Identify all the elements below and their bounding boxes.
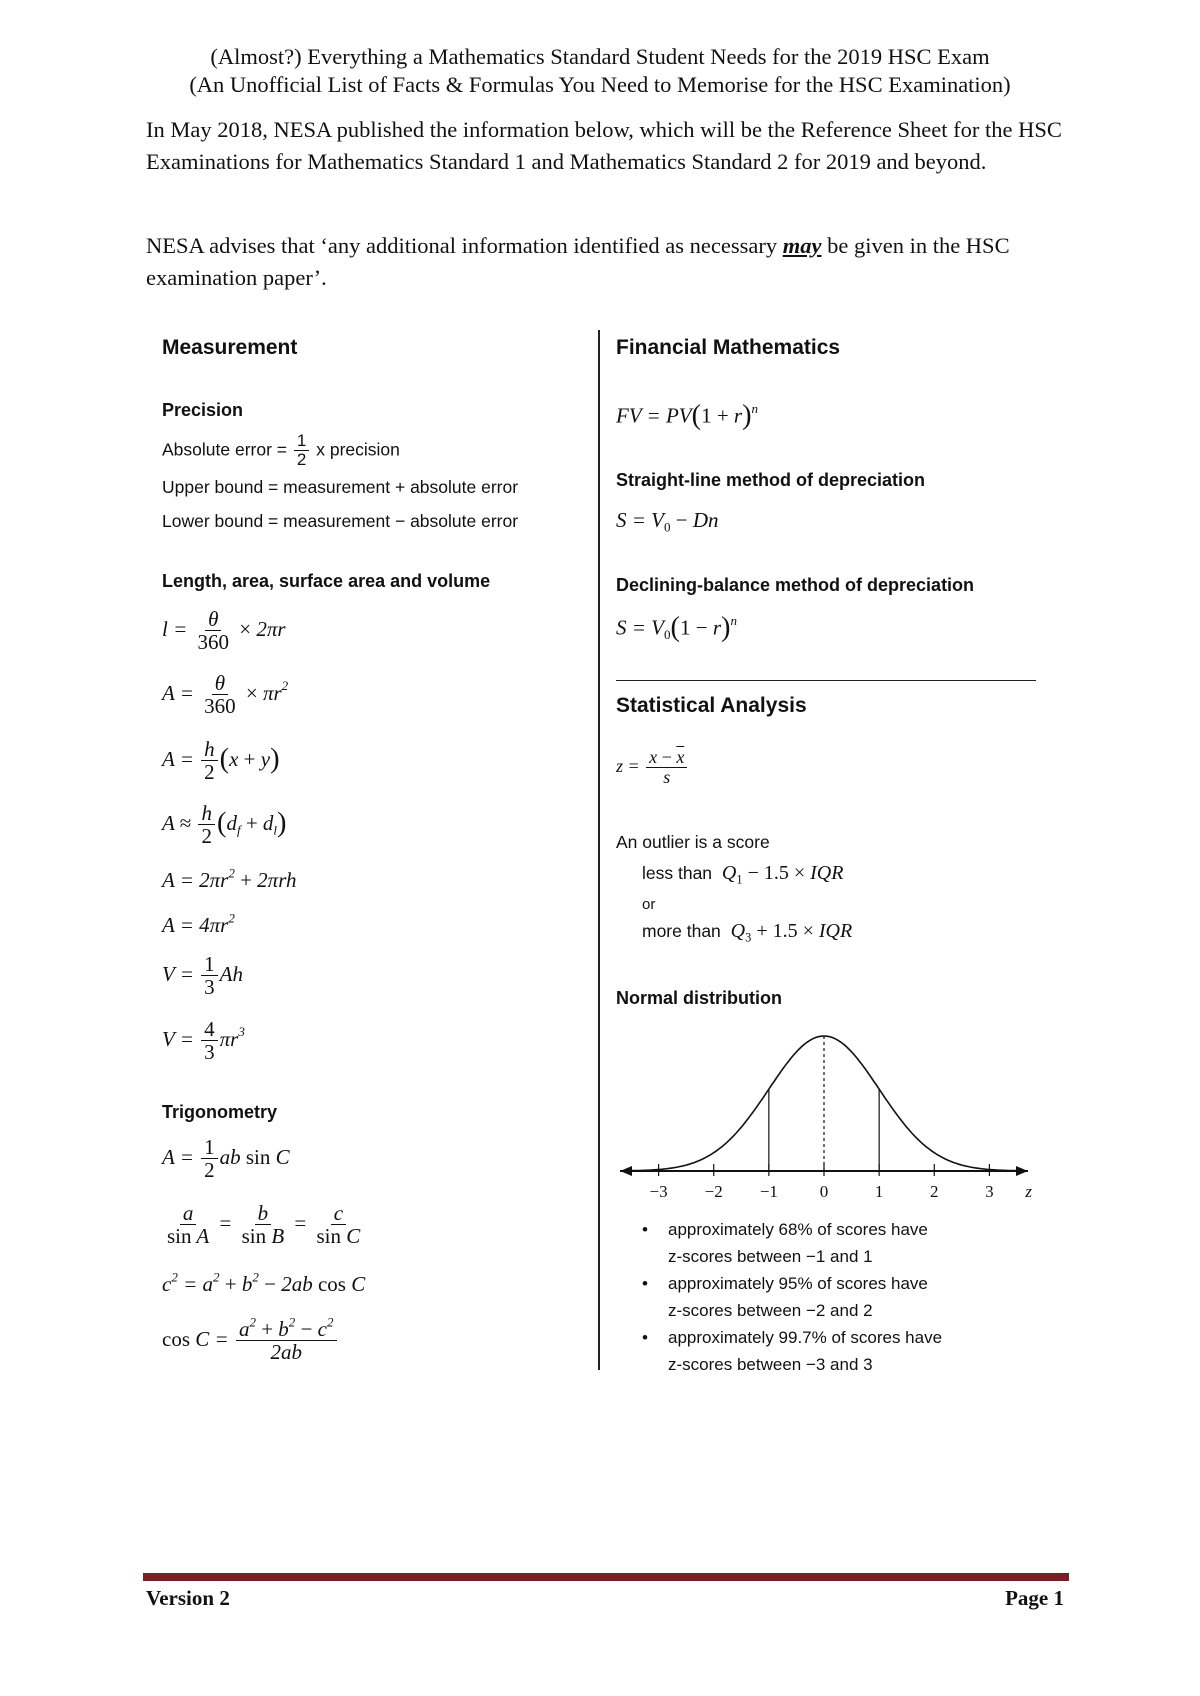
tick-label-2: −1 <box>759 1182 778 1201</box>
tick-label-6: 3 <box>985 1182 994 1201</box>
tick-label-3: 0 <box>819 1182 829 1201</box>
tick-label-1: −2 <box>704 1182 723 1201</box>
declining-balance-formula: $S = V_0(1 - r)^n$ <box>616 612 737 643</box>
advice-paragraph: NESA advises that ‘any additional information identified as necessary may be given in the HSC examination paper’. <box>146 233 1010 290</box>
normal-distribution-chart <box>612 1016 1042 1216</box>
normal-distribution-heading: Normal distribution <box>616 988 782 1008</box>
trapezoidal-rule-formula: A ≈ $\frac{h}{2}$ $(d_f + d_l)$ <box>162 801 287 849</box>
measurement-heading: Measurement <box>162 336 298 359</box>
statistics-heading: Statistical Analysis <box>616 694 807 717</box>
column-divider <box>598 330 600 1370</box>
x-axis-label: z <box>1025 1182 1032 1201</box>
tick-label-0: −3 <box>649 1182 668 1201</box>
outlier-more-than: more than $Q_3 + 1.5$ × IQR <box>642 920 853 945</box>
z-score-formula: z = $\frac{x - \overline{x}}{s}$ <box>616 748 689 788</box>
tick-label-5: 2 <box>930 1182 939 1201</box>
pyramid-volume-formula: V = $\frac{1}{3}$ Ah <box>162 952 243 1000</box>
outlier-or: or <box>642 896 656 913</box>
cylinder-surface-area-formula: $A = 2\pi r^2 + 2\pi rh$ <box>162 865 297 892</box>
emphasis-may: may <box>782 233 822 258</box>
triangle-area-formula: A = $\frac{1}{2}$ ab sin C <box>162 1135 290 1183</box>
precision-heading: Precision <box>162 400 244 420</box>
cosine-rule-formula: $c^2 = a^2 + b^2 - 2ab$ cos C <box>162 1269 366 1296</box>
bullet-68: • approximately 68% of scores have z-scores between −1 and 1 <box>642 1220 928 1266</box>
outlier-intro: An outlier is a score <box>616 832 770 852</box>
footer-version: Version 2 <box>146 1586 230 1610</box>
bullet-95: • approximately 95% of scores have z-scores between −2 and 2 <box>642 1274 928 1320</box>
sine-rule-formula: $\frac{a}{\text{sin A}}$ = $\frac{b}{\text{sin B}}$ = $\frac{c}{\text{sin C}}$ <box>167 1201 361 1249</box>
straight-line-formula: $S = V_0 - Dn$ <box>616 508 719 535</box>
absolute-error-formula: Absolute error = $\frac{1}{2}$ x precision <box>162 431 400 469</box>
document-subtitle: (An Unofficial List of Facts & Formulas You Need to Memorise for the HSC Examination) <box>189 72 1011 97</box>
lower-bound-formula: Lower bound = measurement − absolute error <box>162 511 519 531</box>
document-title: (Almost?) Everything a Mathematics Standard Student Needs for the 2019 HSC Exam <box>210 44 990 69</box>
tick-label-4: 1 <box>874 1182 884 1201</box>
arc-length-formula: l = $\frac{\theta}{360}$ × 2πr <box>162 607 286 655</box>
bullet-997: • approximately 99.7% of scores have z-scores between −3 and 3 <box>642 1328 943 1374</box>
footer-page-number: Page 1 <box>1005 1586 1064 1610</box>
length-area-heading: Length, area, surface area and volume <box>162 571 491 591</box>
intro-paragraph: In May 2018, NESA published the information below, which will be the Reference Sheet for the HSC Examinations for Mathematics Standard 1 and Mathematics Standard 2 for 2019 and beyond. <box>146 117 1062 174</box>
cosine-angle-formula: cos C = $\frac{a^2 + b^2 - c^2}{2ab}$ <box>162 1318 339 1364</box>
straight-line-heading: Straight-line method of depreciation <box>616 470 926 490</box>
trapezium-area-formula: A = $\frac{h}{2}$ (x + y) <box>162 737 280 785</box>
outlier-less-than: less than $Q_1 - 1.5$ × IQR <box>642 862 844 887</box>
upper-bound-formula: Upper bound = measurement + absolute error <box>162 477 519 497</box>
section-divider <box>616 680 1036 681</box>
sphere-volume-formula: V = $\frac{4}{3}$ $\pi r^3$ <box>162 1017 245 1065</box>
trigonometry-heading: Trigonometry <box>162 1102 278 1122</box>
declining-balance-heading: Declining-balance method of depreciation <box>616 575 975 595</box>
financial-heading: Financial Mathematics <box>616 336 841 359</box>
sector-area-formula: A = $\frac{\theta}{360}$ × $\pi r^2$ <box>162 671 289 719</box>
sphere-surface-area-formula: $A = 4\pi r^2$ <box>162 910 235 937</box>
footer-rule <box>143 1573 1069 1581</box>
compound-interest-formula: FV = $PV(1 + r)^n$ <box>616 400 759 431</box>
